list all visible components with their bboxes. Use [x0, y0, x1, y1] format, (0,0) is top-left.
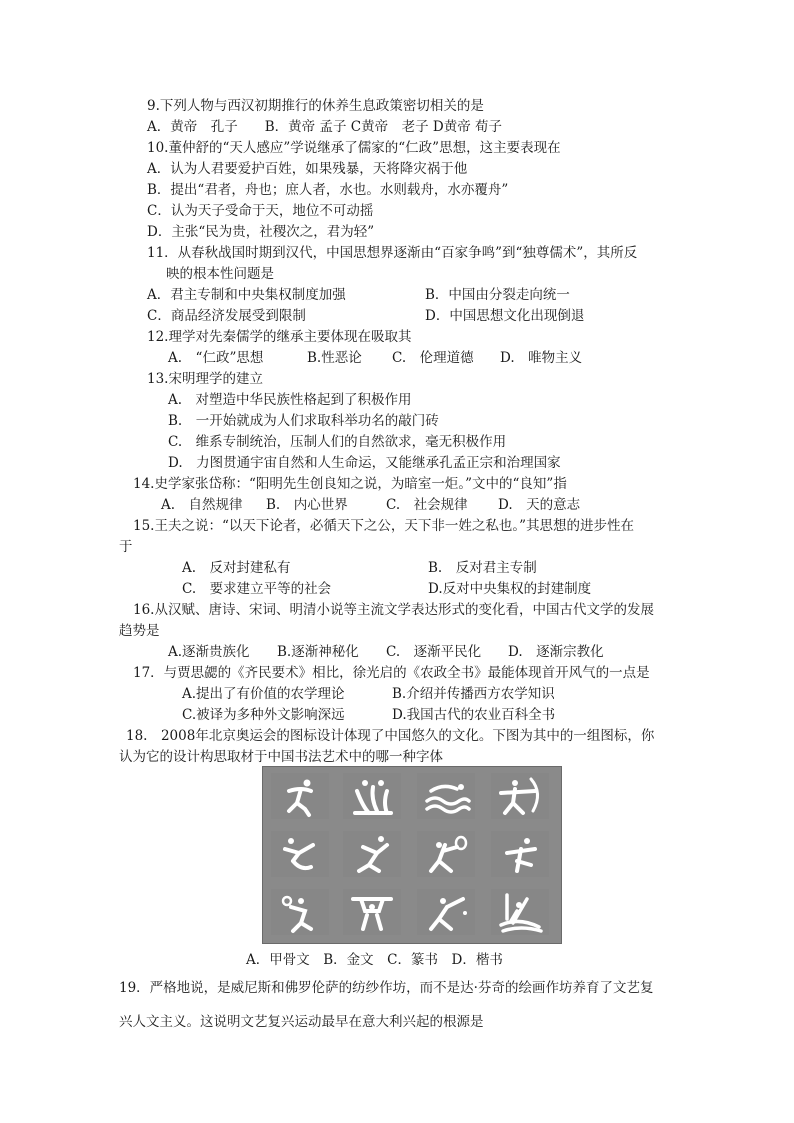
q16-option-a: A.逐渐贵族化: [168, 644, 250, 660]
q16-option-c: C. 逐渐平民化: [386, 644, 482, 660]
q15-option-c: C. 要求建立平等的社会: [182, 581, 332, 597]
q10-option-b: B．提出“君者，舟也；庶人者，水也。水则载舟，水亦覆舟”: [147, 182, 509, 198]
q14-option-a: A. 自然规律: [161, 497, 243, 513]
q9-options: A．黄帝 孔子 B．黄帝 孟子 C黄帝 老子 D黄帝 荀子: [147, 119, 502, 135]
q10-option-d: D．主张“民为贵，社稷次之，君为轻”: [147, 224, 375, 240]
gymnastics-icon: [271, 831, 329, 877]
q11-stem-cont: 映的根本性问题是: [166, 266, 274, 282]
q14-option-b: B. 内心世界: [266, 497, 348, 513]
canoe-slalom-icon: [491, 889, 549, 935]
q14-option-c: C. 社会规律: [386, 497, 468, 513]
baseball-icon: [417, 889, 475, 935]
q15-option-d: D.反对中央集权的封建制度: [428, 581, 592, 597]
hurdles-icon: [491, 831, 549, 877]
q15-option-a: A. 反对封建私有: [182, 560, 291, 576]
q10-stem: 10.董仲舒的“天人感应”学说继承了儒家的“仁政”思想，这主要表现在: [147, 140, 561, 156]
q18-stem: 18. 2008年北京奥运会的图标设计体现了中国悠久的文化。下图为其中的一组图标，你: [126, 728, 655, 744]
swimming-icon: [417, 773, 475, 819]
q13-stem: 13.宋明理学的建立: [147, 371, 263, 387]
q11-stem: 11．从春秋战国时期到汉代，中国思想界逐渐由“百家争鸣”到“独尊儒术”，其所反: [147, 245, 638, 261]
q15-stem-cont: 于: [119, 539, 133, 555]
rowing-icon: [343, 773, 401, 819]
q11-option-c: C．商品经济发展受到限制: [147, 308, 306, 324]
badminton-icon: [343, 831, 401, 877]
q16-option-d: D. 逐渐宗教化: [508, 644, 604, 660]
q18-stem-cont: 认为它的设计构思取材于中国书法艺术中的哪一种字体: [119, 749, 443, 765]
tennis-icon: [417, 831, 475, 877]
weightlifting-icon: [343, 889, 401, 935]
q18-options: A．甲骨文 B．金文 C．篆书 D．楷书: [246, 952, 503, 968]
running-icon: [271, 773, 329, 819]
q15-option-b: B. 反对君主专制: [428, 560, 537, 576]
q13-option-c: C. 维系专制统治，压制人们的自然欲求，毫无积极作用: [168, 434, 507, 450]
q9-stem: 9.下列人物与西汉初期推行的休养生息政策密切相关的是: [147, 98, 484, 114]
q10-option-c: C．认为天子受命于天，地位不可动摇: [147, 203, 374, 219]
q14-stem: 14.史学家张岱称：“阳明先生创良知之说，为暗室一炬。”文中的“良知”指: [133, 476, 567, 492]
q13-option-a: A. 对塑造中华民族性格起到了积极作用: [168, 392, 412, 408]
q12-option-d: D. 唯物主义: [500, 350, 583, 366]
olympic-pictogram-panel: [262, 766, 562, 944]
q19-stem: 19．严格地说，是威尼斯和佛罗伦萨的纺纱作坊，而不是达·芬奇的绘画作坊养育了文艺复: [119, 980, 654, 996]
q17-option-b: B.介绍并传播西方农学知识: [392, 686, 555, 702]
q12-option-a: A. “仁政”思想: [168, 350, 264, 366]
q17-option-d: D.我国古代的农业百科全书: [392, 707, 556, 723]
q12-option-c: C. 伦理道德: [392, 350, 474, 366]
q13-option-b: B. 一开始就成为人们求取科举功名的敲门砖: [168, 413, 439, 429]
q11-option-d: D．中国思想文化出现倒退: [425, 308, 585, 324]
table-tennis-icon: [271, 889, 329, 935]
q11-option-b: B．中国由分裂走向统一: [425, 287, 570, 303]
q17-stem: 17．与贾思勰的《齐民要术》相比，徐光启的《农政全书》最能体现首开风气的一点是: [133, 665, 650, 681]
q13-option-d: D. 力图贯通宇宙自然和人生命运，又能继承孔孟正宗和治理国家: [168, 455, 561, 471]
q14-option-d: D. 天的意志: [498, 497, 581, 513]
q11-option-a: A．君主专制和中央集权制度加强: [147, 287, 346, 303]
q17-option-a: A.提出了有价值的农学理论: [182, 686, 345, 702]
q12-stem: 12.理学对先秦儒学的继承主要体现在吸取其: [147, 329, 412, 345]
q16-option-b: B.逐渐神秘化: [277, 644, 359, 660]
q15-stem: 15.王夫之说：“以天下论者，必循天下之公，天下非一姓之私也。”其思想的进步性在: [133, 518, 635, 534]
q12-option-b: B.性恶论: [307, 350, 362, 366]
q19-stem-cont: 兴人文主义。这说明文艺复兴运动最早在意大利兴起的根源是: [119, 1014, 484, 1030]
q17-option-c: C.被译为多种外文影响深远: [182, 707, 345, 723]
archery-icon: [491, 773, 549, 819]
q16-stem-cont: 趋势是: [119, 623, 160, 639]
q16-stem: 16.从汉赋、唐诗、宋词、明清小说等主流文学表达形式的变化看，中国古代文学的发展: [133, 602, 654, 618]
q10-option-a: A．认为人君要爱护百姓，如果残暴，天将降灾祸于他: [147, 161, 468, 177]
